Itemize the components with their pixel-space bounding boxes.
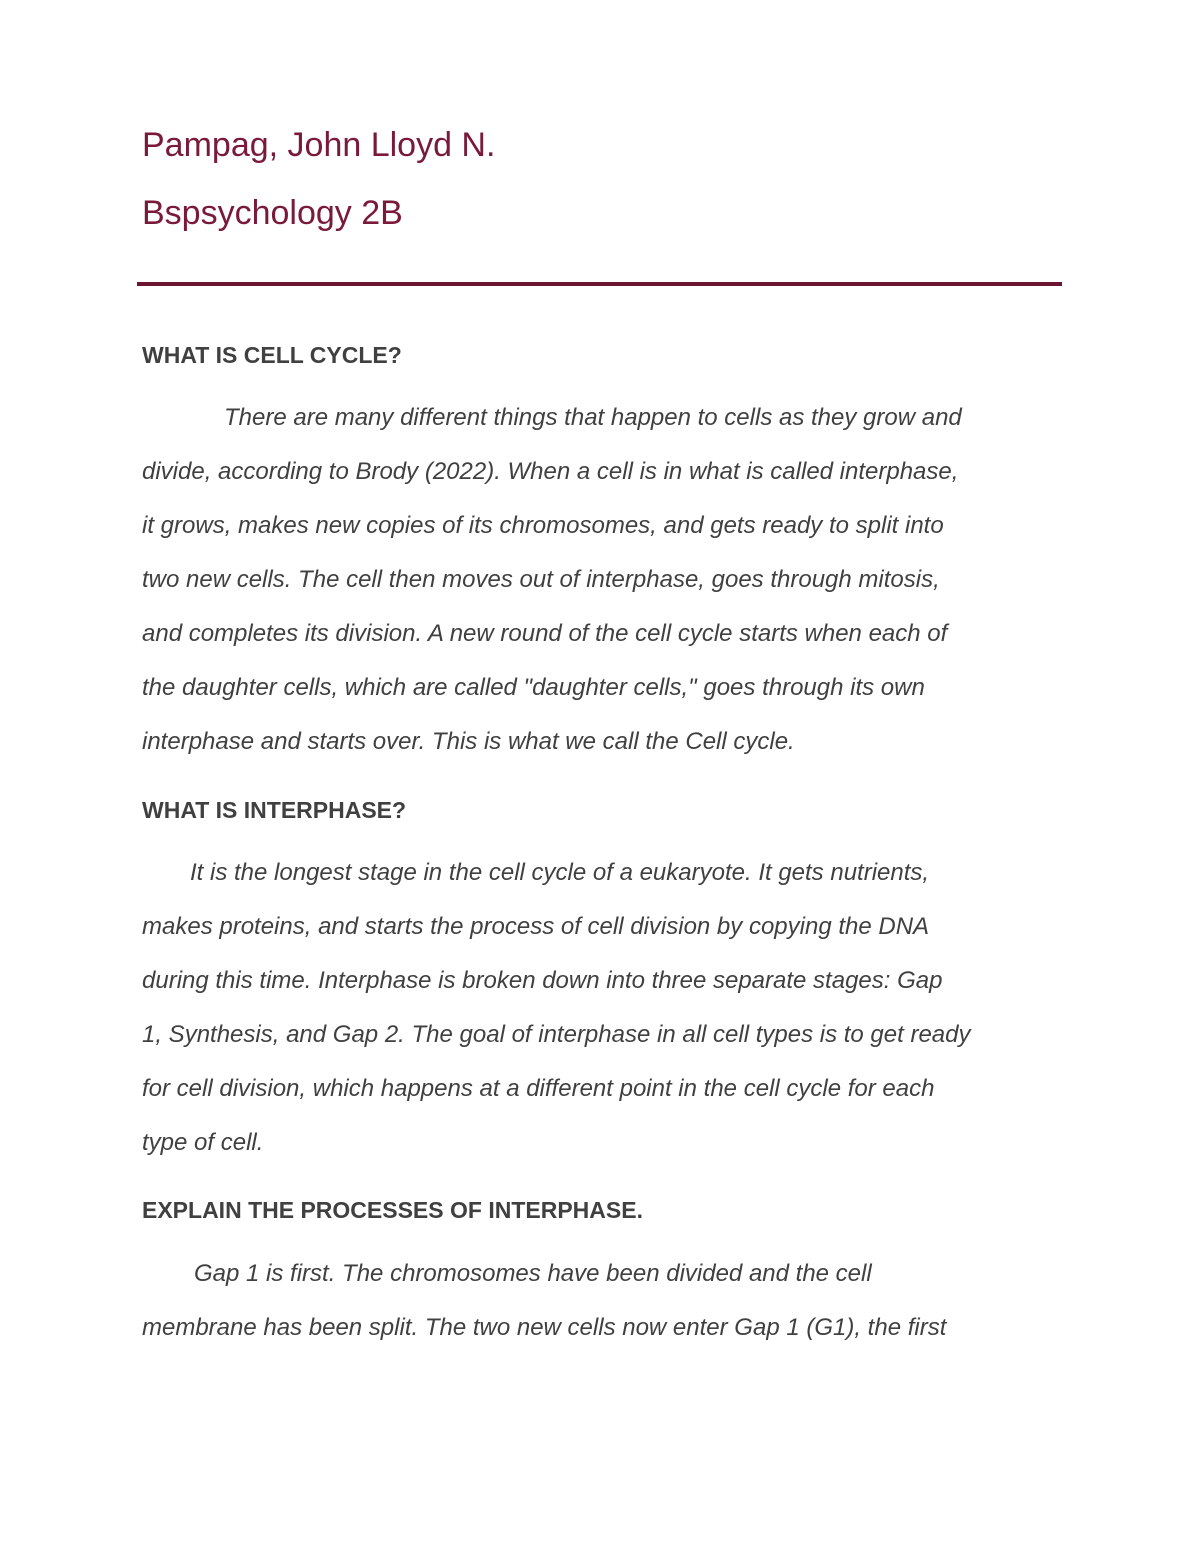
header-divider (137, 282, 1062, 286)
paragraph-line: It is the longest stage in the cell cycle of a eukaryote. It gets nutrients, (190, 859, 930, 886)
paragraph-line: during this time. Interphase is broken down into three separate stages: Gap (142, 967, 943, 994)
paragraph-line: makes proteins, and starts the process of cell division by copying the DNA (142, 913, 930, 940)
paragraph-line: type of cell. (142, 1129, 264, 1156)
paragraph-line: 1, Synthesis, and Gap 2. The goal of interphase in all cell types is to get ready (142, 1021, 971, 1048)
paragraph-line: membrane has been split. The two new cells now enter Gap 1 (G1), the first (142, 1314, 947, 1341)
section-heading-interphase: WHAT IS INTERPHASE? (142, 797, 407, 823)
paragraph-line: it grows, makes new copies of its chromosomes, and gets ready to split into (142, 512, 944, 539)
paragraph-line: and completes its division. A new round of the cell cycle starts when each of (142, 620, 948, 647)
paragraph-line: for cell division, which happens at a different point in the cell cycle for each (142, 1075, 935, 1102)
paragraph-line: Gap 1 is first. The chromosomes have been divided and the cell (194, 1260, 872, 1287)
paragraph-processes (142, 1259, 1072, 1367)
author-name: Pampag, John Lloyd N. (142, 126, 496, 164)
course-section: Bspsychology 2B (142, 194, 403, 232)
paragraph-line: interphase and starts over. This is what we call the Cell cycle. (142, 728, 795, 755)
section-heading-cell-cycle: WHAT IS CELL CYCLE? (142, 342, 402, 368)
paragraph-line: the daughter cells, which are called "daughter cells," goes through its own (142, 674, 925, 701)
paragraph-line: There are many different things that happen to cells as they grow and (224, 404, 962, 431)
paragraph-cell-cycle (142, 403, 1072, 781)
paragraph-line: divide, according to Brody (2022). When a cell is in what is called interphase, (142, 458, 959, 485)
paragraph-line: two new cells. The cell then moves out of interphase, goes through mitosis, (142, 566, 940, 593)
paragraph-interphase (142, 858, 1072, 1182)
section-heading-processes: EXPLAIN THE PROCESSES OF INTERPHASE. (142, 1197, 643, 1223)
